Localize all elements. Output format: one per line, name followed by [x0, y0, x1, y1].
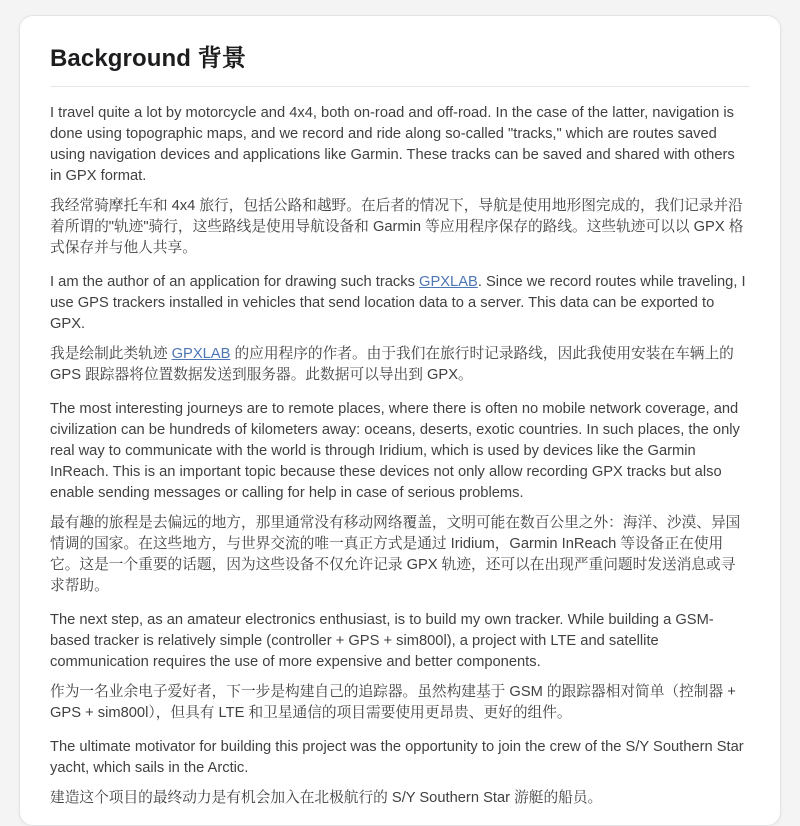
section-travel-tracks [50, 103, 750, 259]
paragraph-en: The ultimate motivator for building this project was the opportunity to join the crew of the S/Y Southern Star yacht, which sails in the Arctic. [50, 739, 744, 777]
paragraph-zh [50, 344, 750, 386]
paragraph-text: 我是绘制此类轨迹 [50, 346, 172, 363]
paragraph-zh: 建造这个项目的最终动力是有机会加入在北极航行的 S/Y Southern Star 游艇的船员。 [50, 790, 603, 807]
paragraph-en: The most interesting journeys are to remote places, where there is often no mobile network coverage, and civilization can be hundreds of kilometers away: oceans, deserts, exotic countries. In such places, the only real way to communicate with the world is through Iridium, which is used by devices like the Garmin InReach. This is an important topic because these devices not only allow recording GPX tracks but also enable sending messages or calling for help in case of serious problems. [50, 401, 740, 502]
paragraph-zh: 作为一名业余电子爱好者，下一步是构建自己的追踪器。虽然构建基于 GSM 的跟踪器相对简单（控制器 + GPS + sim800l），但具有 LTE 和卫星通信的项目需要使用更昂贵、更好的组件。 [50, 684, 736, 722]
section-southern-star [50, 737, 750, 809]
gpxlab-link[interactable]: GPXLAB [419, 274, 478, 291]
page-background [0, 15, 800, 807]
page-title: Background 背景 [50, 38, 750, 87]
gpxlab-link[interactable]: GPXLAB [171, 346, 231, 363]
paragraph-zh: 最有趣的旅程是去偏远的地方，那里通常没有移动网络覆盖，文明可能在数百公里之外：海洋、沙漠、异国情调的国家。在这些地方，与世界交流的唯一真正方式是通过 Iridium，Garmin InReach 等设备正在使用它。这是一个重要的话题，因为这些设备不仅允许记录 GPX 轨迹，还可以在出现严重问题时发送消息或寻求帮助。 [50, 515, 741, 595]
section-gpxlab-author [50, 272, 750, 386]
article-card [19, 15, 781, 826]
paragraph-en: The next step, as an amateur electronics enthusiast, is to build my own tracker. While building a GSM-based tracker is relatively simple (controller + GPS + sim800l), a project with LTE and satellite communication requires the use of more expensive and better components. [50, 612, 714, 671]
paragraph-text: 的应用程序的作者。由于我们在旅行时记录路线，因此我使用安装在车辆上的 GPS 跟踪器将位置数据发送到服务器。此数据可以导出到 GPX。 [50, 346, 734, 384]
paragraph-zh: 我经常骑摩托车和 4x4 旅行，包括公路和越野。在后者的情况下，导航是使用地形图完成的，我们记录并沿着所谓的"轨迹"骑行，这些路线是使用导航设备和 Garmin 等应用程序保存的路线。这些轨迹可以以 GPX 格式保存并与他人共享。 [50, 198, 744, 257]
paragraph-en: I travel quite a lot by motorcycle and 4x4, both on-road and off-road. In the case of the latter, navigation is done using topographic maps, and we record and ride along so-called "tracks," which are routes saved using navigation devices and applications like Garmin. These tracks can be saved and shared with others in GPX format. [50, 105, 735, 185]
section-remote-places [50, 399, 750, 597]
paragraph-text: . Since we record routes while traveling, I use GPS trackers installed in vehicles that send location data to a server. This data can be exported to GPX. [50, 274, 746, 333]
section-build-tracker [50, 610, 750, 724]
paragraph-en [50, 272, 750, 335]
paragraph-text: I am the author of an application for drawing such tracks [50, 274, 420, 291]
